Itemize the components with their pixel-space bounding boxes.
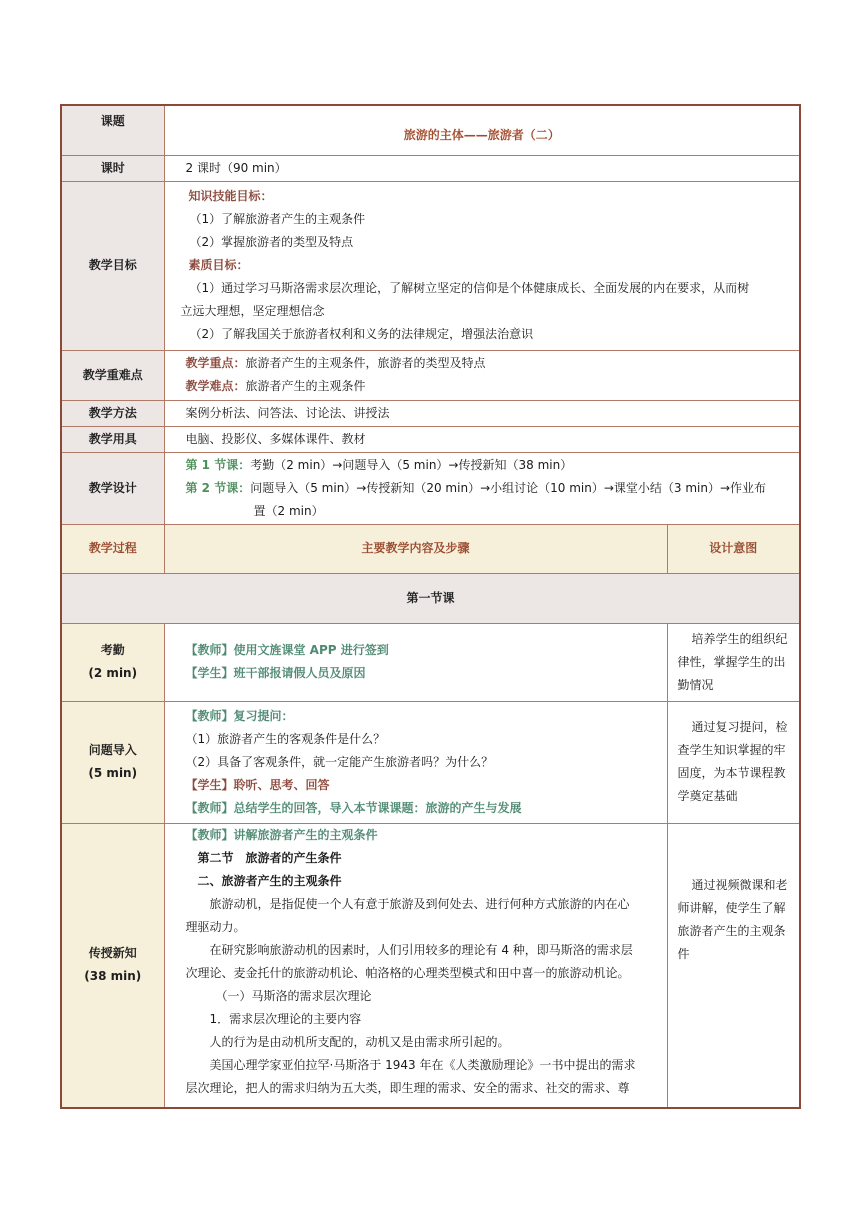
page-title: 旅游的主体——旅游者（二） xyxy=(164,105,800,155)
teach-section-heading: 第二节 旅游者的产生条件 xyxy=(197,850,342,865)
design-s2-value: 问题导入（5 min）→传授新知（20 min）→小组讨论（10 min）→课堂小结（3 min）→作业布 xyxy=(250,480,767,495)
teach-paragraph-cont: 理驱动力。 xyxy=(185,919,246,934)
design-content xyxy=(164,452,800,524)
intro-question: （2）具备了客观条件，就一定能产生旅游者吗？为什么？ xyxy=(185,754,494,769)
quality-item: （2）了解我国关于旅游者权利和义务的法律规定，增强法治意识 xyxy=(189,327,534,341)
design-s2-heading: 第 2 节课： xyxy=(185,480,251,495)
design-s2-cont: 置（2 min） xyxy=(253,503,324,518)
teach-paragraph: 在研究影响旅游动机的因素时，人们引用较多的理论有 4 种，即马斯洛的需求层 xyxy=(209,942,633,957)
attendance-content xyxy=(164,623,667,701)
method-value: 案例分析法、问答法、讨论法、讲授法 xyxy=(164,400,800,426)
intro-time: (5 min) xyxy=(88,766,138,780)
key-heading: 教学重点： xyxy=(185,356,246,370)
attendance-title: 考勤 xyxy=(100,643,125,657)
key-row xyxy=(61,350,800,400)
intro-title: 问题导入 xyxy=(88,743,137,757)
goals-content xyxy=(164,181,800,350)
hours-label: 课时 xyxy=(61,155,164,181)
tools-row xyxy=(61,426,800,452)
topic-label: 课题 xyxy=(61,105,164,155)
tools-label: 教学用具 xyxy=(61,426,164,452)
teach-title: 传授新知 xyxy=(88,946,137,961)
teach-teacher: 【教师】讲解旅游者产生的主观条件 xyxy=(185,827,378,842)
intro-intent: 通过复习提问，检查学生知识掌握的牢固度，为本节课程教学奠定基础 xyxy=(667,701,800,823)
section-title-row xyxy=(61,573,800,623)
lesson-plan-table xyxy=(60,104,801,1109)
teach-intent: 通过视频微课和老师讲解，使学生了解旅游者产生的主观条件 xyxy=(667,823,800,1108)
teach-paragraph-cont: 层次理论，把人的需求归纳为五大类，即生理的需求、安全的需求、社交的需求、尊 xyxy=(185,1080,630,1095)
goals-label: 教学目标 xyxy=(61,181,164,350)
attendance-teacher: 【教师】使用文旌课堂 APP 进行签到 xyxy=(185,643,389,657)
quality-item-cont: 立远大理想，坚定理想信念 xyxy=(180,304,325,318)
key-label: 教学重难点 xyxy=(61,350,164,400)
teach-time: (38 min) xyxy=(84,969,142,984)
method-label: 教学方法 xyxy=(61,400,164,426)
attendance-intent: 培养学生的组织纪律性，掌握学生的出勤情况 xyxy=(667,623,800,701)
teach-paragraph-cont: 次理论、麦金托什的旅游动机论、帕洛格的心理类型模式和田中喜一的旅游动机论。 xyxy=(185,965,630,980)
design-label: 教学设计 xyxy=(61,452,164,524)
method-row xyxy=(61,400,800,426)
design-s1-heading: 第 1 节课： xyxy=(185,457,251,472)
goals-row xyxy=(61,181,800,350)
difficulty-value: 旅游者产生的主观条件 xyxy=(245,379,366,393)
process-header-row xyxy=(61,524,800,573)
quality-heading: 素质目标： xyxy=(188,258,249,272)
key-value: 旅游者产生的主观条件，旅游者的类型及特点 xyxy=(245,356,486,370)
intro-label xyxy=(61,701,164,823)
design-s1-value: 考勤（2 min）→问题导入（5 min）→传授新知（38 min） xyxy=(250,457,573,472)
attendance-label xyxy=(61,623,164,701)
teach-paragraph: 旅游动机，是指促使一个人有意于旅游及到何处去、进行何种方式旅游的内在心 xyxy=(209,896,630,911)
process-header-col1: 教学过程 xyxy=(61,524,164,573)
knowledge-item: （1）了解旅游者产生的主观条件 xyxy=(189,212,366,226)
hours-row xyxy=(61,155,800,181)
attendance-student: 【学生】班干部报请假人员及原因 xyxy=(185,666,366,680)
attendance-row xyxy=(61,623,800,701)
difficulty-heading: 教学难点： xyxy=(185,379,246,393)
tools-value: 电脑、投影仪、多媒体课件、教材 xyxy=(164,426,800,452)
process-header-col2: 主要教学内容及步骤 xyxy=(164,524,667,573)
attendance-time: (2 min) xyxy=(88,666,138,680)
intro-student: 【学生】聆听、思考、回答 xyxy=(185,777,330,792)
teach-paragraph: 美国心理学家亚伯拉罕·马斯洛于 1943 年在《人类激励理论》一书中提出的需求 xyxy=(209,1057,636,1072)
teach-label xyxy=(61,823,164,1108)
intro-teacher: 【教师】复习提问： xyxy=(185,708,294,723)
quality-item: （1）通过学习马斯洛需求层次理论，了解树立坚定的信仰是个体健康成长、全面发展的内在要求，从而树 xyxy=(189,281,750,295)
design-row xyxy=(61,452,800,524)
section-title: 第一节课 xyxy=(61,573,800,623)
teach-sub-heading: （一）马斯洛的需求层次理论 xyxy=(215,988,372,1003)
knowledge-heading: 知识技能目标： xyxy=(188,189,273,203)
intro-question: （1）旅游者产生的客观条件是什么？ xyxy=(185,731,386,746)
teach-paragraph: 人的行为是由动机所支配的，动机又是由需求所引起的。 xyxy=(209,1034,510,1049)
intro-summary: 【教师】总结学生的回答，导入本节课课题：旅游的产生与发展 xyxy=(185,800,522,815)
teach-sub-heading: 1．需求层次理论的主要内容 xyxy=(209,1011,362,1026)
teach-subheading: 二、旅游者产生的主观条件 xyxy=(197,873,342,888)
process-header-col3: 设计意图 xyxy=(667,524,800,573)
teach-row xyxy=(61,823,800,1108)
intro-content xyxy=(164,701,667,823)
key-content xyxy=(164,350,800,400)
topic-row xyxy=(61,105,800,155)
hours-value: 2 课时（90 min） xyxy=(164,155,800,181)
knowledge-item: （2）掌握旅游者的类型及特点 xyxy=(189,235,354,249)
intro-row xyxy=(61,701,800,823)
teach-content xyxy=(164,823,667,1108)
